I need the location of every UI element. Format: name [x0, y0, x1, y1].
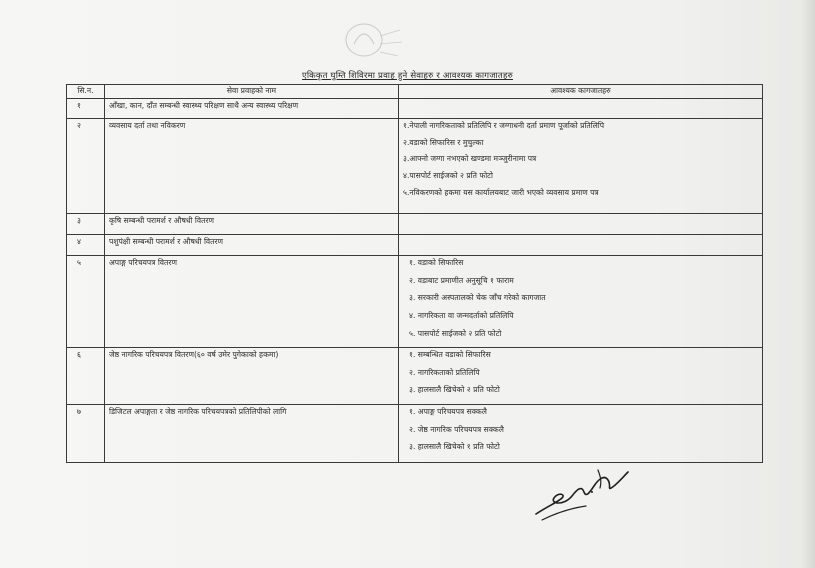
row-documents [399, 119, 763, 214]
row-service: अपाङ्ग परिचयपत्र वितरण [105, 256, 399, 348]
header-required-documents: आवश्यक कागजातहरु [399, 85, 763, 99]
office-stamp-seal [340, 18, 404, 66]
document-item: २.वडाको सिफारिस र मुचुल्का [403, 137, 484, 147]
table-row [67, 214, 763, 235]
document-item: ५.नविकरणको हकमा यस कार्यालयबाट जारी भएको व्यवसाय प्रमाण पत्र [403, 187, 599, 197]
handwritten-signature [528, 462, 638, 526]
row-serial: १ [67, 99, 105, 119]
row-serial: ३ [67, 214, 105, 235]
row-service: व्यवसाय दर्ता तथा नविकरण [105, 119, 399, 214]
paper-edge-shadow [801, 0, 815, 568]
row-documents [399, 405, 763, 463]
page-title: एकिकृत घुम्ति शिविरमा प्रवाह हुने सेवाहरु र आवश्यक कागजातहरु [302, 71, 513, 81]
table-row [67, 235, 763, 256]
document-item: ३.आफ्नो जग्गा नभएको खण्डमा मञ्जुरीनामा पत्र [403, 154, 537, 164]
table-row [67, 119, 763, 214]
row-serial: ४ [67, 235, 105, 256]
header-serial-number: सि.न. [67, 85, 105, 99]
row-documents [399, 214, 763, 235]
table-row [67, 99, 763, 119]
document-item: ३. हालसालै खिचेको १ प्रति फोटो [409, 442, 500, 452]
row-documents [399, 235, 763, 256]
table-row [67, 405, 763, 463]
header-service-name: सेवा प्रवाहको नाम [105, 85, 399, 99]
row-service: आँखा, कान, दाँत सम्बन्धी स्वास्थ्य परिक्षण साथै अन्य स्वास्थ्य परिक्षण [105, 99, 399, 119]
services-table [66, 84, 763, 463]
row-documents [399, 348, 763, 405]
document-item: ४.पासपोर्ट साईजको २ प्रति फोटो [403, 171, 493, 181]
document-item: ४. नागरिकता वा जन्मदर्ताको प्रतिलिपि [409, 311, 514, 321]
row-serial: ६ [67, 348, 105, 405]
document-item: २. जेष्ठ नागरिक परिचयपत्र सक्कलै [409, 424, 504, 434]
row-service: जेष्ठ नागरिक परिचयपत्र वितरण(६० वर्ष उमेर पुगेकाको हकमा) [105, 348, 399, 405]
row-service: कृषि सम्बन्धी परामर्श र औषधी वितरण [105, 214, 399, 235]
row-serial: ७ [67, 405, 105, 463]
document-item: २. नागरिकताको प्रतिलिपि [409, 367, 480, 377]
table-header-row [67, 85, 763, 99]
table-row [67, 348, 763, 405]
document-item: १. अपाङ्ग परिचयपत्र सक्कलै [409, 407, 487, 416]
table-row [67, 256, 763, 348]
row-serial: ५ [67, 256, 105, 348]
document-item: २. वडाबाट प्रमाणीत अनुसूचि १ फाराम [409, 275, 514, 285]
document-item: १. सम्बन्धित वडाको सिफारिस [409, 350, 491, 359]
row-documents [399, 99, 763, 119]
document-item: १.नेपाली नागरिकताको प्रतिलिपि र जग्गाधनी दर्ता प्रमाण पूर्जाको प्रतिलिपि [403, 121, 605, 130]
row-service: पशुपंक्षी सम्बन्धी परामर्श र औषधी वितरण [105, 235, 399, 256]
document-item: ३. हालसालै खिचेको २ प्रति फोटो [409, 385, 500, 395]
document-item: ५. पासपोर्ट साईजको २ प्रति फोटो [409, 328, 502, 338]
row-documents [399, 256, 763, 348]
row-serial: २ [67, 119, 105, 214]
document-item: १. वडाको सिफारिस [409, 258, 464, 267]
document-item: ३. सरकारी अस्पतालको चेक जाँच गरेको कागजात [409, 293, 546, 303]
row-service: डिजिटल अपाङ्गता र जेष्ठ नागरिक परिचयपत्रको प्रतिलिपीको लागि [105, 405, 399, 463]
